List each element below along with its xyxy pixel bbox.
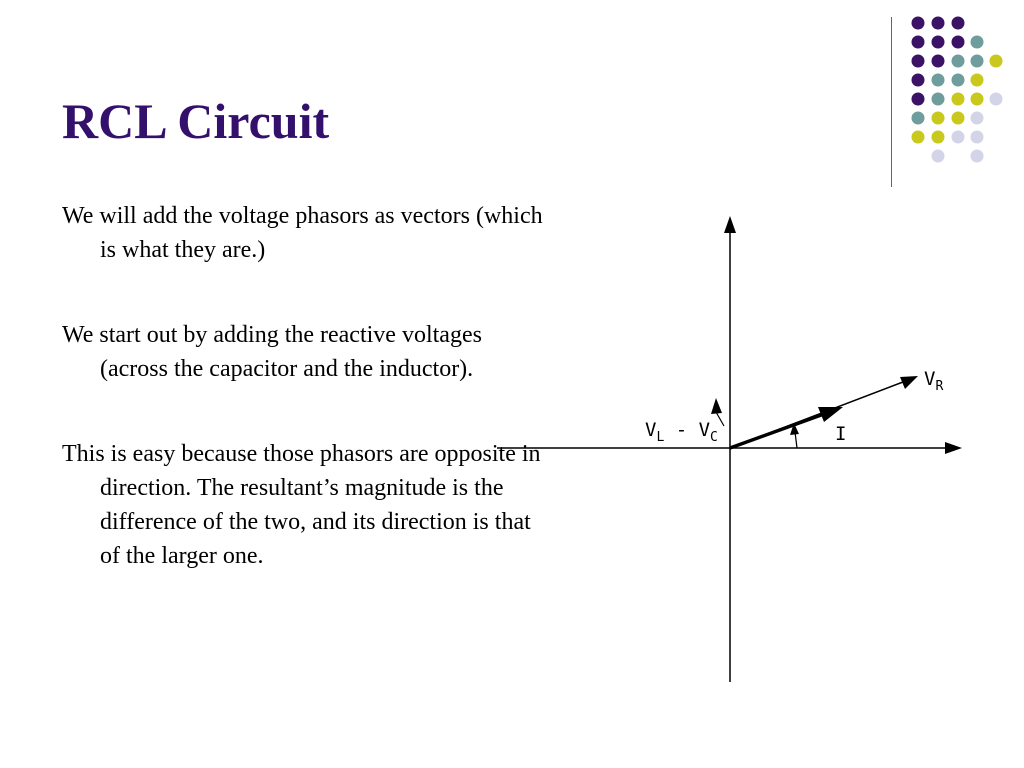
vl-label-main: V (645, 419, 657, 441)
vr-label-sub: R (935, 379, 944, 394)
vertical-axis-arrowhead (724, 216, 736, 233)
vr-label (924, 368, 943, 394)
current-label: I (835, 423, 847, 445)
horizontal-axis-arrowhead (945, 442, 962, 454)
current-vector-arrowhead (818, 407, 843, 422)
vr-label-main: V (924, 368, 936, 390)
paragraph-3: This is easy because those phasors are opposite in direction. The resultant’s magnitude is the difference of the two, and its direction is that of the larger one. (62, 441, 541, 569)
vl-vc-vector (716, 412, 724, 426)
paragraph-1: We will add the voltage phasors as vectors (which is what they are.) (62, 203, 543, 263)
vl-vc-arrowhead (711, 398, 722, 414)
paragraph-2: We start out by adding the reactive voltages (across the capacitor and the inductor). (62, 322, 482, 382)
vl-minus-vc-label (645, 419, 718, 445)
vl-label-sub: L (656, 430, 665, 445)
vlc-label-mid: - V (664, 419, 711, 441)
slide-title: RCL Circuit (62, 93, 330, 149)
vr-vector-arrowhead (900, 376, 918, 389)
vc-label-sub: C (710, 430, 718, 445)
current-vector (730, 414, 824, 448)
